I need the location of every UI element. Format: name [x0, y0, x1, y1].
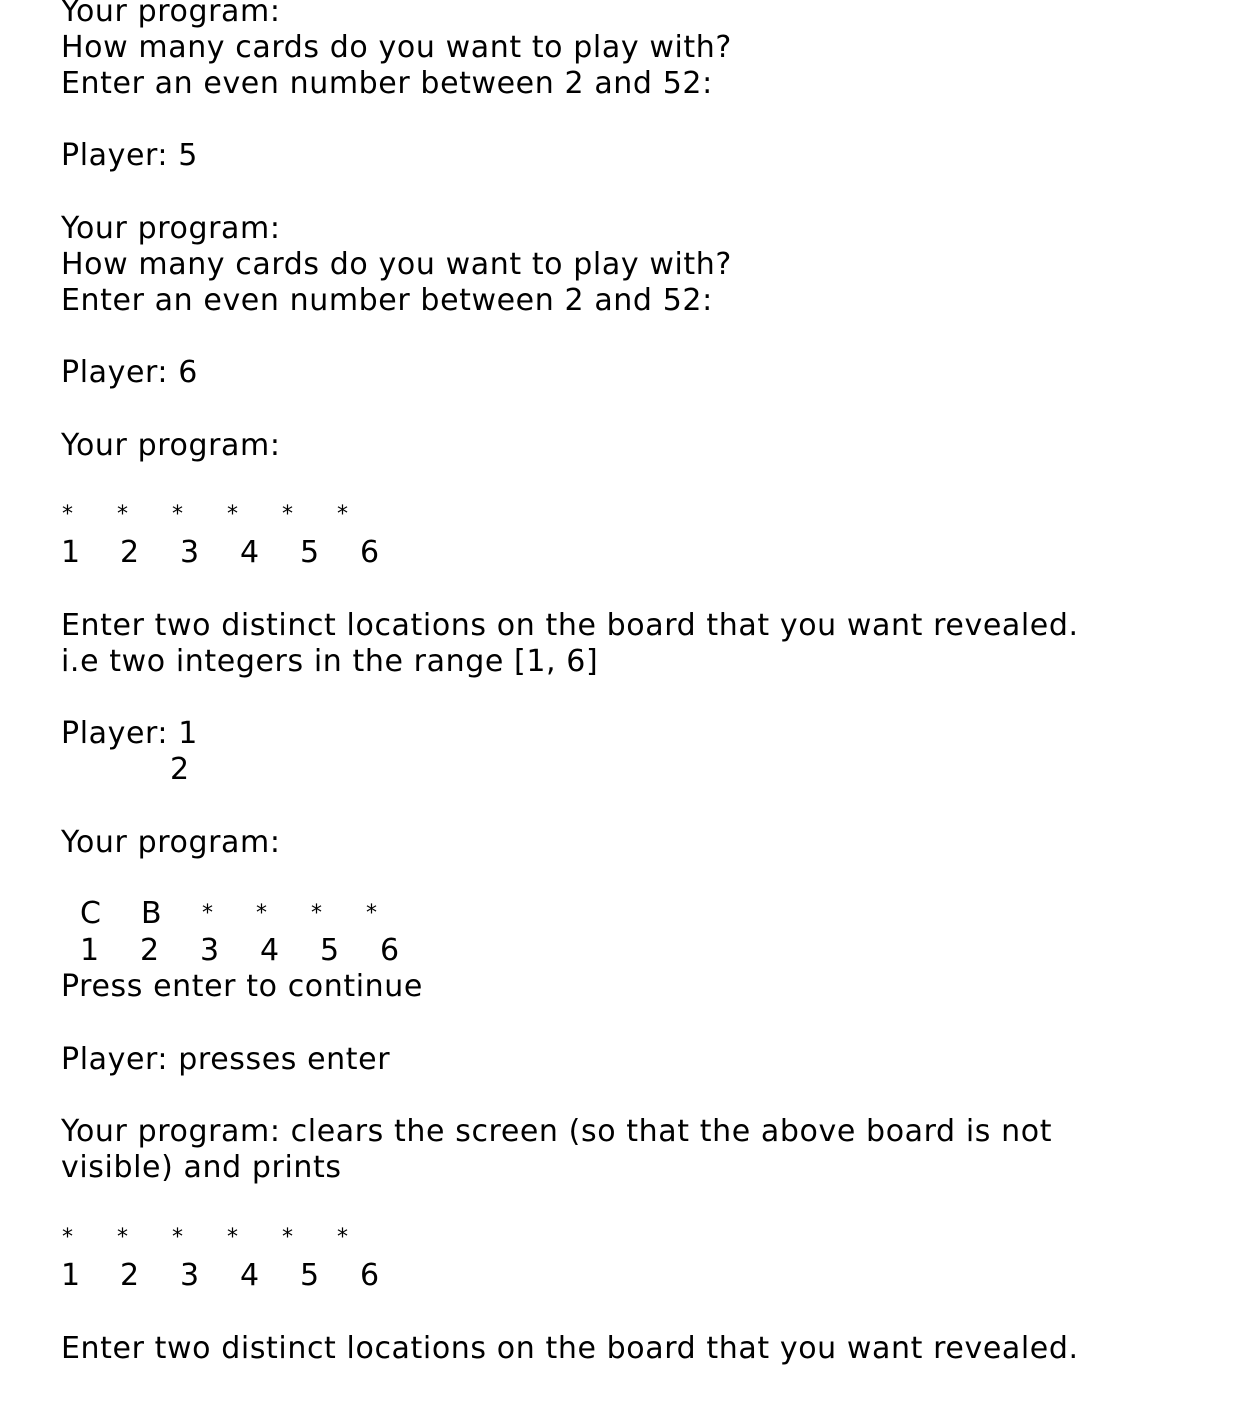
prompt-even-number: Enter an even number between 2 and 52:: [61, 66, 713, 101]
program-label: Your program:: [61, 211, 281, 246]
board-cards-row: [0, 1220, 1260, 1256]
player-input: Player: 6: [61, 355, 198, 390]
board-position: 5: [320, 933, 340, 968]
board-cards-row: [0, 497, 1260, 533]
board-card: *: [282, 1225, 293, 1250]
board-position: 1: [80, 933, 100, 968]
board-position: 3: [180, 1258, 200, 1293]
board-position: 1: [61, 535, 81, 570]
board-card: *: [172, 502, 183, 527]
prompt-even-number: Enter an even number between 2 and 52:: [61, 283, 713, 318]
board-card: *: [366, 901, 377, 926]
board-position: 4: [260, 933, 280, 968]
board-position: 4: [240, 1258, 260, 1293]
board-position: 4: [240, 535, 260, 570]
board-card: *: [117, 1225, 128, 1250]
board-card: *: [227, 502, 238, 527]
board-position: 3: [180, 535, 200, 570]
prompt-card-count: How many cards do you want to play with?: [61, 30, 732, 65]
board-position: 2: [120, 535, 140, 570]
board-position: 6: [380, 933, 400, 968]
board-positions-row: [0, 933, 1260, 969]
board-position: 3: [200, 933, 220, 968]
player-input-second: 2: [170, 752, 190, 787]
player-action: Player: presses enter: [61, 1042, 391, 1077]
prompt-range: i.e two integers in the range [1, 6]: [61, 644, 599, 679]
board-card: *: [62, 1225, 73, 1250]
board-card: *: [337, 502, 348, 527]
program-label: Your program:: [61, 0, 281, 29]
board-position: 6: [360, 1258, 380, 1293]
board-card: *: [202, 901, 213, 926]
board-position: 1: [61, 1258, 81, 1293]
board-cards-row: [0, 896, 1260, 932]
board-card: *: [337, 1225, 348, 1250]
board-position: 2: [120, 1258, 140, 1293]
prompt-continue: Press enter to continue: [61, 969, 423, 1004]
program-label: Your program:: [61, 825, 281, 860]
prompt-reveal: Enter two distinct locations on the board that you want revealed.: [61, 1331, 1079, 1366]
board-position: 5: [300, 535, 320, 570]
prompt-reveal: Enter two distinct locations on the board that you want revealed.: [61, 608, 1079, 643]
program-clear-line-1: Your program: clears the screen (so that the above board is not: [61, 1114, 1053, 1149]
player-input: Player: 5: [61, 138, 198, 173]
board-positions-row: [0, 1258, 1260, 1294]
board-position: 6: [360, 535, 380, 570]
program-label: Your program:: [61, 428, 281, 463]
board-position: 5: [300, 1258, 320, 1293]
board-card: C: [80, 896, 101, 931]
board-card: *: [172, 1225, 183, 1250]
board-card: B: [141, 896, 162, 931]
board-card: *: [227, 1225, 238, 1250]
board-card: *: [117, 502, 128, 527]
player-input: Player: 1: [61, 716, 198, 751]
board-positions-row: [0, 535, 1260, 571]
board-position: 2: [140, 933, 160, 968]
program-clear-line-2: visible) and prints: [61, 1150, 342, 1185]
prompt-card-count: How many cards do you want to play with?: [61, 247, 732, 282]
board-card: *: [256, 901, 267, 926]
board-card: *: [311, 901, 322, 926]
board-card: *: [62, 502, 73, 527]
board-card: *: [282, 502, 293, 527]
